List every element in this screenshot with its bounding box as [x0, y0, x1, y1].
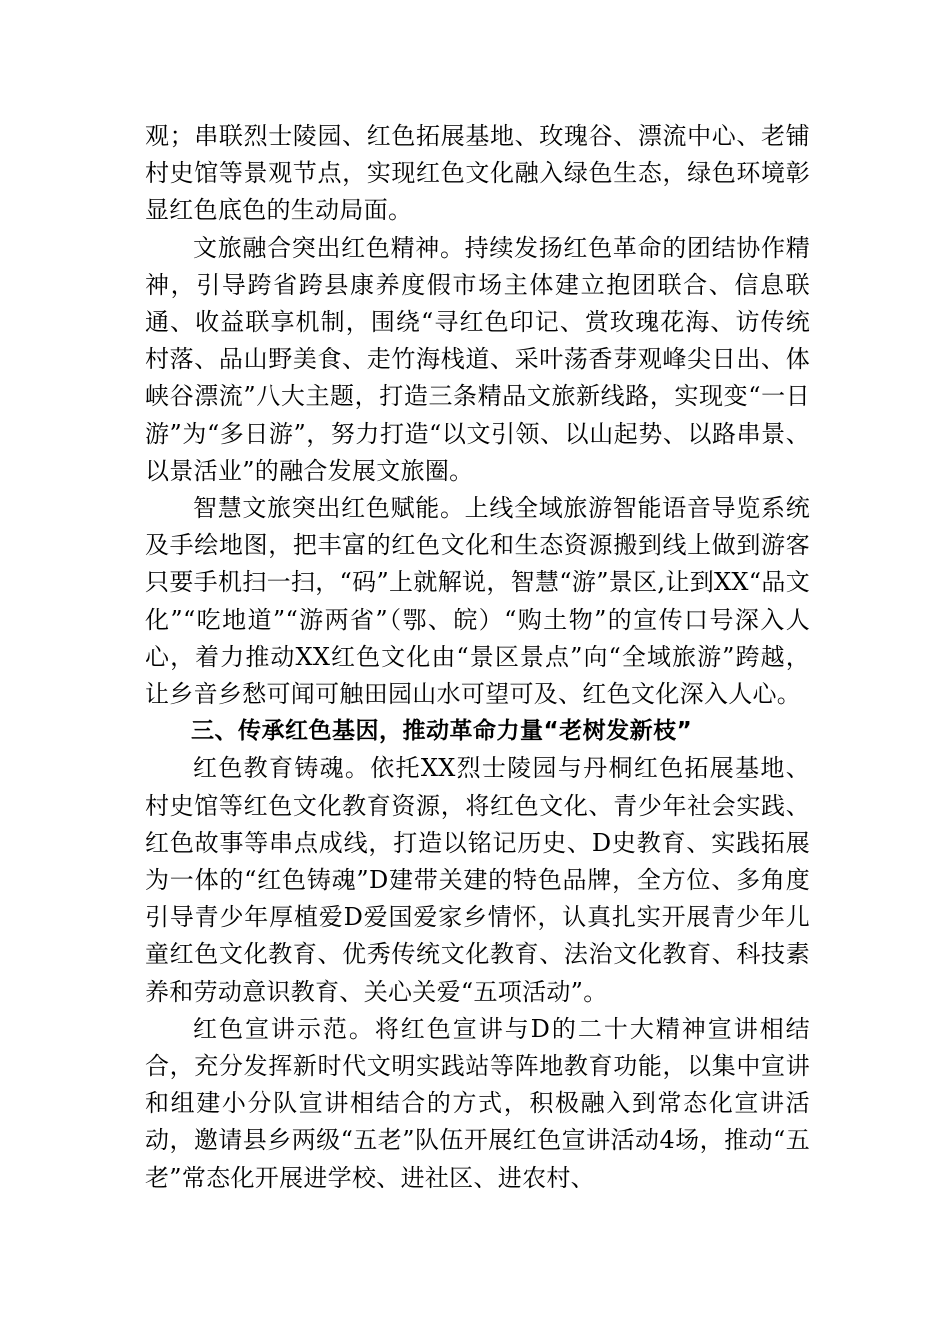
document-page	[145, 118, 810, 1197]
paragraph-smart-tourism: 智慧文旅突出红色赋能。上线全域旅游智能语音导览系统及手绘地图，把丰富的红色文化和生态资源搬到线上做到游客只要手机扫一扫，“码”上就解说，智慧“游”景区,让到XX“品文化”“吃地道”“游两省”（鄂、皖）“购土物”的宣传口号深入人心，着力推动XX红色文化由“景区景点”向“全域旅游”跨越，让乡音乡愁可闻可触田园山水可望可及、红色文化深入人心。	[145, 494, 810, 709]
paragraph-red-education: 红色教育铸魂。依托XX烈士陵园与丹桐红色拓展基地、村史馆等红色文化教育资源，将红色文化、青少年社会实践、红色故事等串点成线，打造以铭记历史、D史教育、实践拓展为一体的“红色铸魂”D建带关建的特色品牌，全方位、多角度引导青少年厚植爱D爱国爱家乡情怀，认真扎实开展青少年儿童红色文化教育、优秀传统文化教育、法治文化教育、科技素养和劳动意识教育、关心关爱“五项活动”。	[145, 754, 810, 1006]
paragraph-continuation: 观；串联烈士陵园、红色拓展基地、玫瑰谷、漂流中心、老铺村史馆等景观节点，实现红色文化融入绿色生态，绿色环境彰显红色底色的生动局面。	[145, 122, 810, 225]
section-heading: 三、传承红色基因，推动革命力量“老树发新枝”	[191, 718, 693, 745]
paragraph-culture-tourism-integration: 文旅融合突出红色精神。持续发扬红色革命的团结协作精神，引导跨省跨县康养度假市场主体建立抱团联合、信息联通、收益联享机制，围绕“寻红色印记、赏玫瑰花海、访传统村落、品山野美食、走竹海栈道、采叶荡香芽观峰尖日出、体峡谷漂流”八大主题，打造三条精品文旅新线路，实现变“一日游”为“多日游”，努力打造“以文引领、以山起势、以路串景、以景活业”的融合发展文旅圈。	[145, 233, 810, 485]
paragraph-red-lecture: 红色宣讲示范。将红色宣讲与D的二十大精神宣讲相结合，充分发挥新时代文明实践站等阵地教育功能，以集中宣讲和组建小分队宣讲相结合的方式，积极融入到常态化宣讲活动，邀请县乡两级“五老”队伍开展红色宣讲活动4场，推动“五老”常态化开展进学校、进社区、进农村、	[145, 1014, 810, 1192]
